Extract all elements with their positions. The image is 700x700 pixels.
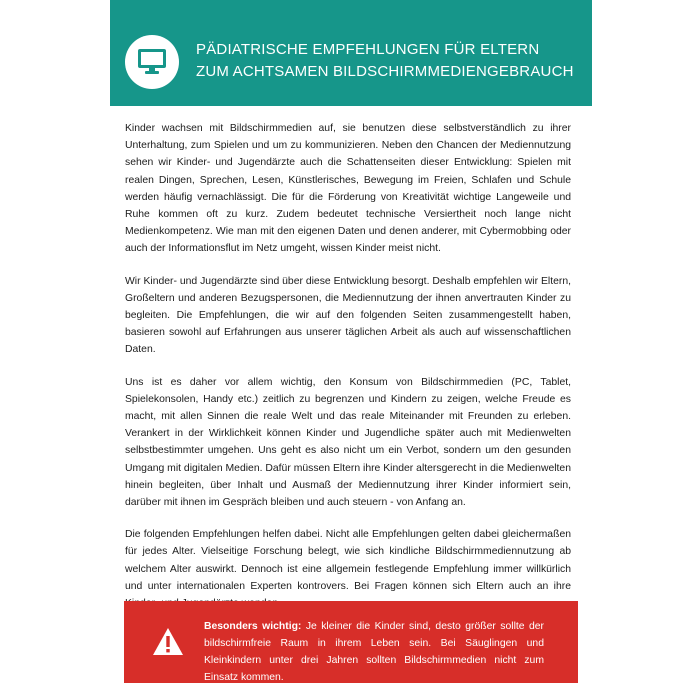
page-title <box>196 39 586 83</box>
body-text <box>125 120 571 627</box>
paragraph-2: Wir Kinder- und Jugendärzte sind über diese Entwicklung besorgt. Deshalb empfehlen wir Eltern, Großeltern und anderen Bezugspersonen, die Mediennutzung der ihnen anvertrauten Kinder zu begleiten. Die Empfehlungen, die wir auf den folgenden Seiten zusammengestellt haben, basieren sowohl auf Erfahrungen aus unserer täglichen Arbeit als auch auf wissenschaftlichen Daten. <box>125 275 571 356</box>
warning-box <box>124 601 578 683</box>
paragraph-4: Die folgenden Empfehlungen helfen dabei. Nicht alle Empfehlungen gelten dabei gleichermaßen für jedes Alter. Vielseitige Forschung belegt, wie sich kindliche Bildschirmmediennutzung ab welchem Alter auswirkt. Dennoch ist eine allgemein festlegende Empfehlung immer willkürlich und unter internationalen Experten kontrovers. Bei Fragen können sich Eltern auch an ihre <box>125 529 571 592</box>
paragraph-3: Uns ist es daher vor allem wichtig, den Konsum von Bildschirmmedien (PC, Tablet, Spielekonsolen, Handy etc.) zeitlich zu begrenzen und Kindern zu zeigen, welche Freude es macht, mit allen Sinnen die reale Welt und das reale Miteinander mit Freunden zu erleben. Verankert in der Wirklichkeit können Kinder und Jugendliche später auch mit Medienwelten selbstbestimmter umgehen. Uns geht es also nicht um ein Verbot, sondern um den gesunden Umgang mit digitalen Medien. Dafür müssen Eltern ihre Kinder altersgerecht in die Medienwelten hinein begleiten, über Inhalt und Ausmaß der Mediennutzung ihrer Kinder informiert sein, darüber mit ihnen im Gespräch bleiben und auch steuern - von Anfang an. <box>125 376 571 509</box>
header-banner <box>110 0 592 106</box>
monitor-icon-badge <box>125 35 179 89</box>
warning-triangle-icon <box>152 627 184 656</box>
title-line-2: ZUM ACHTSAMEN BILDSCHIRMMEDIENGEBRAUCH <box>196 63 574 80</box>
title-line-1: PÄDIATRISCHE EMPFEHLUNGEN FÜR ELTERN <box>196 41 540 58</box>
paragraph-1: Kinder wachsen mit Bildschirmmedien auf, sie benutzen diese selbstverständlich zu ihrer Unterhaltung, zum Spielen und um zu kommunizieren. Neben den Chancen der Mediennutzung sehen wir Kinder- und Jugendärzte auch die Schattenseiten dieser Entwicklung: Spielen mit realen Dingen, Sprechen, Lesen, Künstlerisches, Bewegung im Freien, Schlafen und Schule werden häufig vernachlässigt. Die für die Förderung von Kreativität wichtige Langeweile und Ruhe kommen oft zu kurz. Zudem bedeutet technische Versiertheit noch lange nicht Medienkompetenz. Wie man mit den eigenen Daten und denen anderer, mit Cybermobbing oder auch der Informationsflut im Netz umgeht, wissen Kinder meist nicht. <box>125 123 571 255</box>
warning-text <box>204 618 544 686</box>
warning-label: Besonders wichtig: <box>204 621 302 632</box>
document-page <box>110 0 592 700</box>
monitor-icon <box>138 49 166 75</box>
warning-message: Je kleiner die Kinder sind, desto größer sollte der bildschirmfreie Raum in ihrem Leben sein. Bei Säuglingen und Kleinkindern unter drei Jahren sollten Bildschirmmedien nicht zum Einsatz kommen. <box>204 621 545 683</box>
